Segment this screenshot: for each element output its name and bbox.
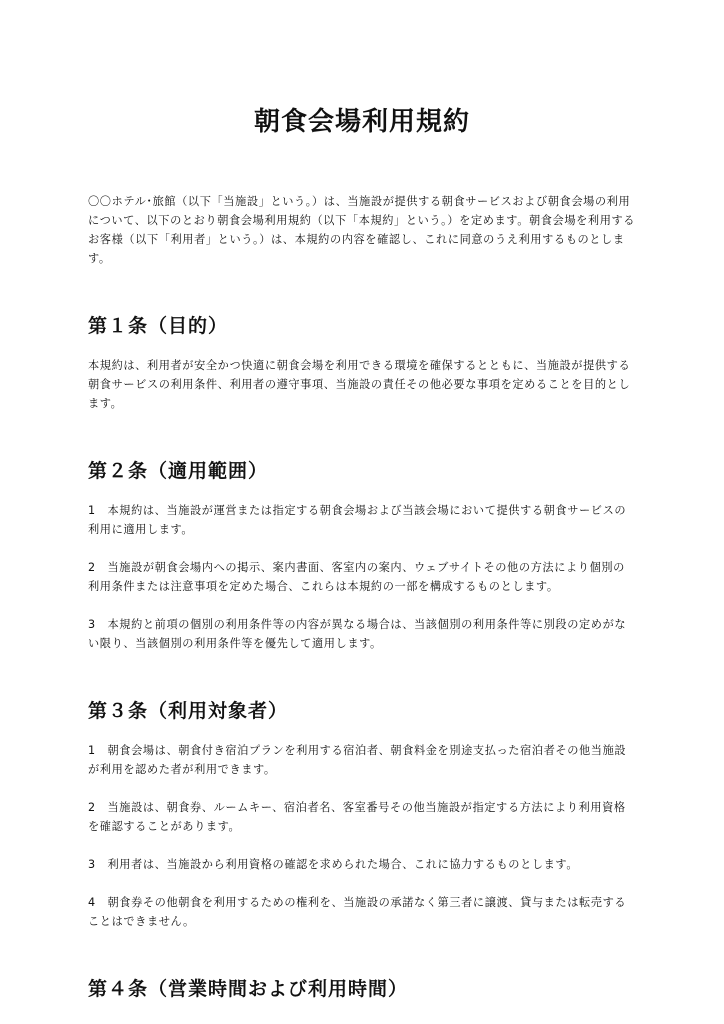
article-paragraph: 1 本規約は、当施設が運営または指定する朝食会場および当該会場において提供する朝食サービスの利用に適用します。: [88, 504, 627, 536]
intro-paragraph: 〇〇ホテル･旅館（以下「当施設」という。）は、当施設が提供する朝食サービスおよび朝食会場の利用について、以下のとおり朝食会場利用規約（以下「本規約」という。）を定めます。朝食会場を利用するお客様（以下「利用者」という。）は、本規約の内容を確認し、これに同意のうえ利用するものとします。: [88, 195, 636, 265]
article-3: [88, 697, 636, 931]
article-paragraph: 4 朝食券その他朝食を利用するための権利を、当施設の承諾なく第三者に譲渡、貸与または転売することはできません。: [88, 896, 627, 928]
article-1: [88, 312, 636, 413]
article-paragraph: 1 朝食会場は、朝食付き宿泊プランを利用する宿泊者、朝食料金を別途支払った宿泊者その他当施設が利用を認めた者が利用できます。: [88, 744, 627, 776]
article-paragraph: 本規約は、利用者が安全かつ快適に朝食会場を利用できる環境を確保するとともに、当施設が提供する朝食サービスの利用条件、利用者の遵守事項、当施設の責任その他必要な事項を定めることを目的とします。: [88, 359, 631, 410]
article-4: [88, 975, 636, 1003]
article-paragraph: 3 利用者は、当施設から利用資格の確認を求められた場合、これに協力するものとします。: [88, 858, 579, 871]
article-paragraph: 2 当施設は、朝食券、ルームキー、宿泊者名、客室番号その他当施設が指定する方法により利用資格を確認することがあります。: [88, 801, 626, 833]
article-paragraph: 2 当施設が朝食会場内への掲示、案内書面、客室内の案内、ウェブサイトその他の方法により個別の利用条件または注意事項を定めた場合、これらは本規約の一部を構成するものとします。: [88, 561, 625, 593]
article-heading: 第２条（適用範囲）: [88, 460, 269, 482]
article-heading: 第３条（利用対象者）: [88, 700, 289, 722]
article-2: [88, 457, 636, 653]
article-heading: 第１条（目的）: [88, 315, 229, 337]
article-heading: 第４条（営業時間および利用時間）: [88, 978, 409, 1000]
document-title: 朝食会場利用規約: [253, 107, 470, 137]
article-paragraph: 3 本規約と前項の個別の利用条件等の内容が異なる場合は、当該個別の利用条件等に別段の定めがない限り、当該個別の利用条件等を優先して適用します。: [88, 618, 627, 650]
